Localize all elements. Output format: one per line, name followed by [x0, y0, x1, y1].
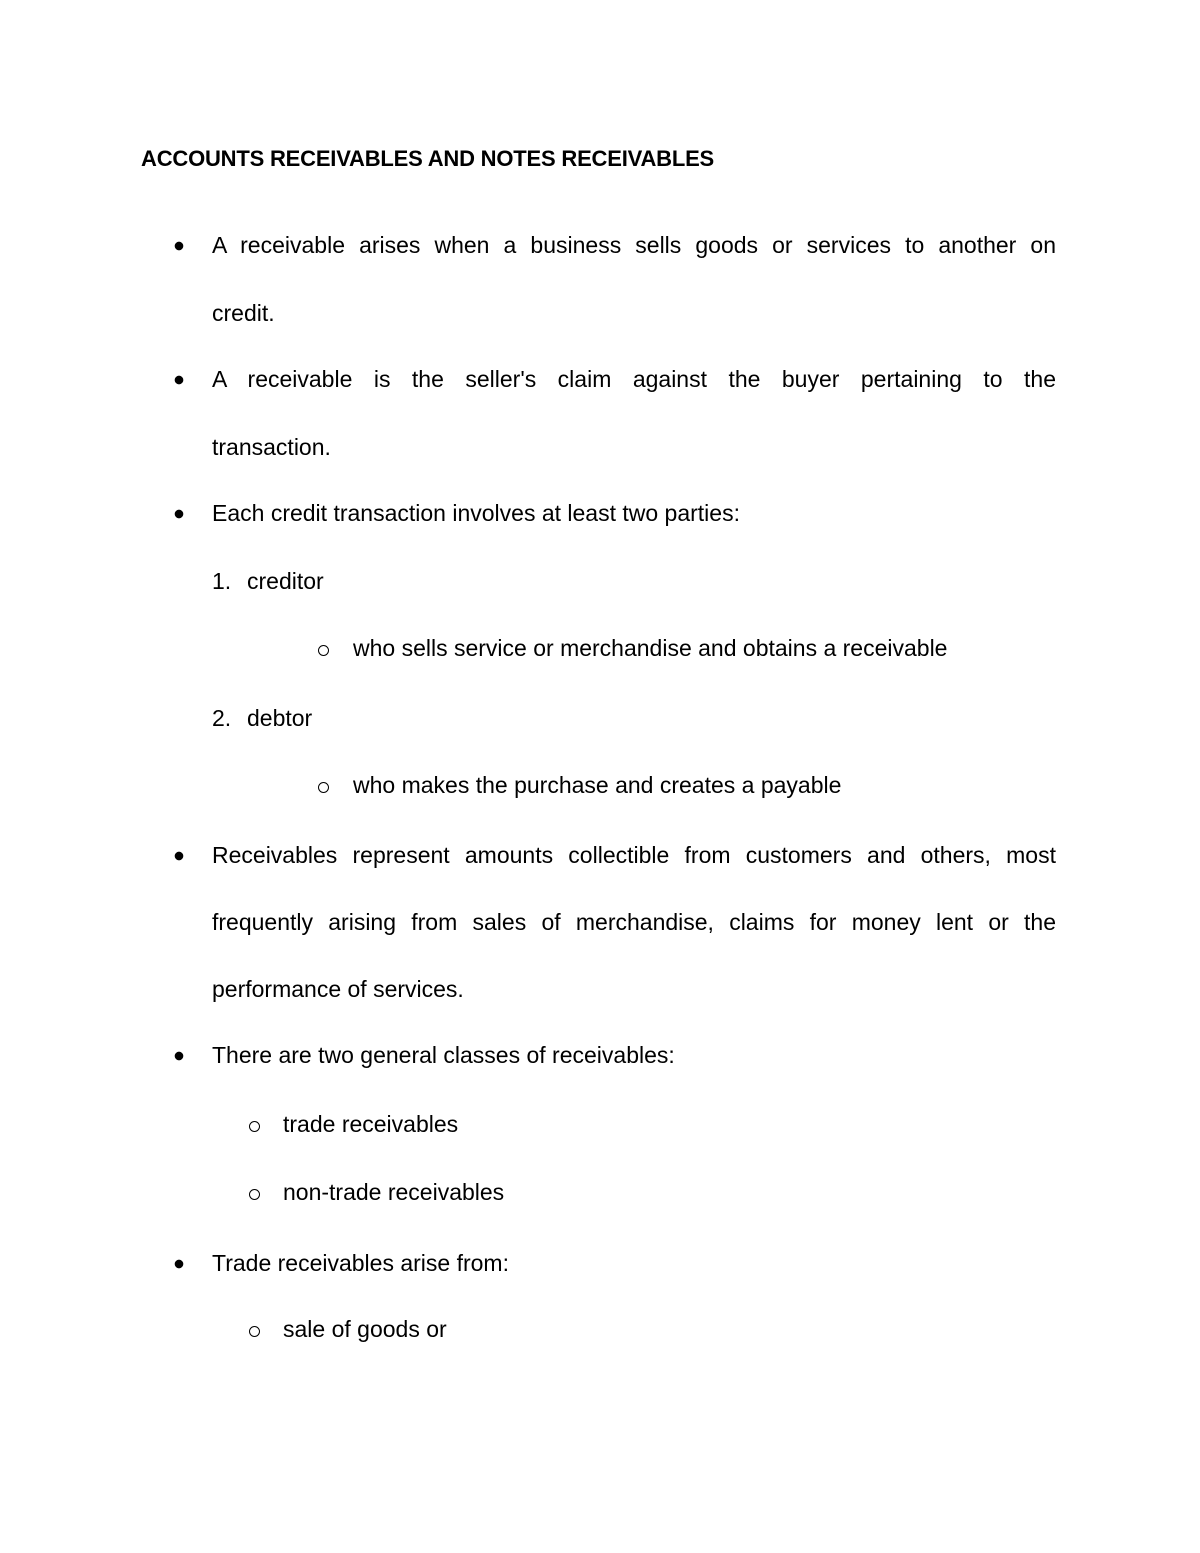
- bullet-icon: [175, 852, 184, 861]
- bullet-1-line-2: credit.: [212, 300, 275, 326]
- bullet-6-line-1: Trade receivables arise from:: [212, 1250, 509, 1276]
- bullet-4-line-2: frequently arising from sales of merchandise, claims for money lent or the: [212, 909, 1056, 935]
- circle-bullet-icon: [249, 1189, 260, 1200]
- bullet-icon: [175, 242, 184, 251]
- circle-bullet-icon: [318, 782, 329, 793]
- bullet-4-line-1: Receivables represent amounts collectible from customers and others, most: [212, 842, 1056, 868]
- bullet-2-line-1: A receivable is the seller's claim against the buyer pertaining to the: [212, 366, 1056, 392]
- party-2-label: debtor: [247, 705, 313, 731]
- party-1-number: 1.: [212, 568, 232, 594]
- class-item: trade receivables: [283, 1111, 459, 1137]
- bullet-1-line-1: A receivable arises when a business sells goods or services to another on: [212, 232, 1056, 258]
- circle-bullet-icon: [318, 645, 329, 656]
- bullet-2-line-2: transaction.: [212, 434, 331, 460]
- trade-source-item: sale of goods or: [283, 1316, 447, 1342]
- party-1-label: creditor: [247, 568, 324, 594]
- bullet-5-line-1: There are two general classes of receivables:: [212, 1042, 675, 1068]
- class-item: non-trade receivables: [283, 1179, 505, 1205]
- bullet-4-line-3: performance of services.: [212, 976, 464, 1002]
- circle-bullet-icon: [249, 1121, 260, 1132]
- bullet-3-line-1: Each credit transaction involves at least two parties:: [212, 500, 740, 526]
- bullet-icon: [175, 1052, 184, 1061]
- party-2-description: who makes the purchase and creates a payable: [353, 772, 842, 798]
- circle-bullet-icon: [249, 1326, 260, 1337]
- bullet-icon: [175, 510, 184, 519]
- party-2-number: 2.: [212, 705, 232, 731]
- page-title: ACCOUNTS RECEIVABLES AND NOTES RECEIVABLES: [141, 146, 715, 171]
- party-1-description: who sells service or merchandise and obtains a receivable: [353, 635, 948, 661]
- bullet-icon: [175, 1260, 184, 1269]
- bullet-icon: [175, 376, 184, 385]
